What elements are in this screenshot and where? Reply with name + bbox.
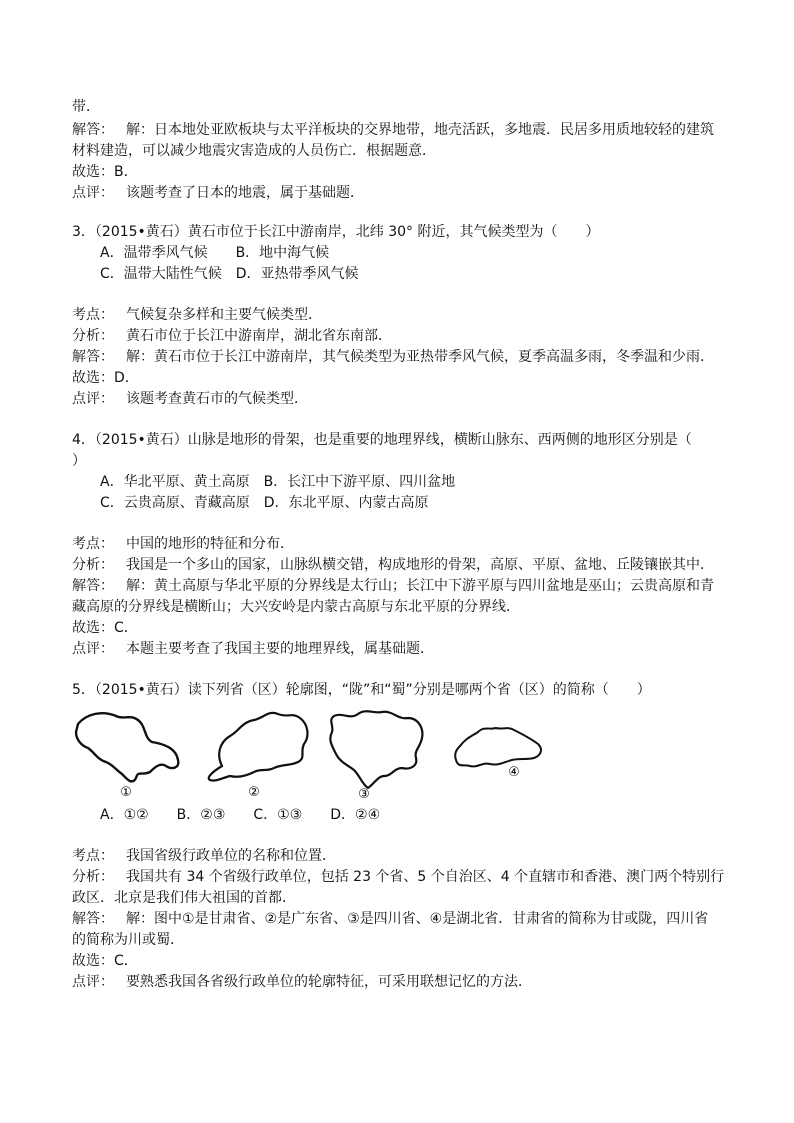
q4-review (72, 639, 434, 659)
review-label: 点评： (72, 391, 114, 407)
point-label: 考点： (72, 536, 114, 552)
q5-answer-cont: 的简称为川或蜀． (72, 932, 184, 948)
map-label-3: ③ (358, 787, 370, 800)
analysis-text: 我国共有 34 个省级行政单位，包括 23 个省、5 个自治区、4 个直辖市和香港、澳门两个特别行 (126, 869, 725, 885)
analysis-label: 分析： (72, 557, 114, 573)
point-text: 气候复杂多样和主要气候类型． (126, 307, 322, 323)
q3-review (72, 389, 308, 409)
q5-analysis-cont: 政区．北京是我们伟大祖国的首都． (72, 890, 296, 906)
map-label-4: ④ (508, 765, 520, 780)
province-outline-figure (72, 706, 552, 802)
answer-label: 解答： (72, 911, 114, 927)
answer-text: 解：日本地处亚欧板块与太平洋板块的交界地带，地壳活跃，多地震．民居多用质地较轻的建筑 (126, 122, 714, 138)
point-text: 我国省级行政单位的名称和位置． (126, 848, 336, 864)
review-text: 要熟悉我国各省级行政单位的轮廓特征，可采用联想记忆的方法． (126, 974, 532, 990)
q5-stem: 5．（2015•黄石）读下列省（区）轮廓图，“陇”和“蜀”分别是哪两个省（区）的简称（ ） (72, 682, 651, 698)
review-text: 该题考查了日本的地震，属于基础题． (126, 185, 364, 201)
point-label: 考点： (72, 848, 114, 864)
q4-options-row2: C．云贵高原、青藏高原 D．东北平原、内蒙古高原 (100, 495, 429, 511)
point-text: 中国的地形的特征和分布． (126, 536, 294, 552)
analysis-label: 分析： (72, 328, 114, 344)
review-label: 点评： (72, 185, 114, 201)
hubei-outline-map (450, 706, 550, 800)
answer-text: 解：黄土高原与华北平原的分界线是太行山；长江中下游平原与四川盆地是巫山；云贵高原和青 (126, 578, 714, 594)
q5-analysis (72, 867, 724, 887)
intro-answer (72, 120, 714, 140)
q5-choice: 故选：C． (72, 953, 138, 969)
intro-tail: 带． (72, 99, 100, 115)
q4-stem-end: ） (72, 453, 86, 469)
answer-text: 解：黄石市位于长江中游南岸，其气候类型为亚热带季风气候，夏季高温多雨，冬季温和少雨． (126, 349, 714, 365)
review-label: 点评： (72, 641, 114, 657)
q5-review (72, 972, 532, 992)
q4-answer-cont: 藏高原的分界线是横断山；大兴安岭是内蒙古高原与东北平原的分界线． (72, 599, 520, 615)
q3-options-row1: A．温带季风气候 B．地中海气候 (100, 245, 330, 261)
q4-answer (72, 576, 714, 596)
intro-answer-cont: 材料建造，可以减少地震灾害造成的人员伤亡．根据题意． (72, 143, 436, 159)
intro-review (72, 183, 364, 203)
q4-analysis (72, 555, 714, 575)
q3-analysis (72, 326, 392, 346)
q3-choice: 故选：D． (72, 370, 139, 386)
q4-stem: 4．（2015•黄石）山脉是地形的骨架，也是重要的地理界线，横断山脉东、西两侧的地形区分别是（ (72, 432, 692, 448)
review-text: 该题考查黄石市的气候类型． (126, 391, 308, 407)
q3-point (72, 305, 322, 325)
guangdong-outline-map (202, 706, 318, 800)
q4-options-row1: A．华北平原、黄土高原 B．长江中下游平原、四川盆地 (100, 474, 456, 490)
q3-stem: 3．（2015•黄石）黄石市位于长江中游南岸，北纬 30° 附近，其气候类型为（ ） (72, 224, 600, 240)
q5-options: A．①② B．②③ C．①③ D．②④ (100, 807, 381, 823)
analysis-text: 我国是一个多山的国家，山脉纵横交错，构成地形的骨架，高原、平原、盆地、丘陵镶嵌其中． (126, 557, 714, 573)
map-label-2: ② (248, 785, 260, 800)
answer-label: 解答： (72, 578, 114, 594)
analysis-text: 黄石市位于长江中游南岸，湖北省东南部． (126, 328, 392, 344)
analysis-label: 分析： (72, 869, 114, 885)
answer-label: 解答： (72, 349, 114, 365)
point-label: 考点： (72, 307, 114, 323)
gansu-outline-map (72, 706, 184, 800)
answer-text: 解：图中①是甘肃省、②是广东省、③是四川省、④是湖北省．甘肃省的简称为甘或陇，四川省 (126, 911, 709, 927)
q3-answer (72, 347, 714, 367)
review-label: 点评： (72, 974, 114, 990)
answer-label: 解答： (72, 122, 114, 138)
q3-options-row2: C．温带大陆性气候 D．亚热带季风气候 (100, 266, 359, 282)
intro-choice: 故选：B． (72, 164, 138, 180)
sichuan-outline-map (322, 706, 432, 800)
review-text: 本题主要考查了我国主要的地理界线，属基础题． (126, 641, 434, 657)
map-label-1: ① (120, 785, 132, 800)
q5-answer (72, 909, 708, 929)
q4-point (72, 534, 294, 554)
q5-point (72, 846, 336, 866)
q4-choice: 故选：C． (72, 620, 138, 636)
